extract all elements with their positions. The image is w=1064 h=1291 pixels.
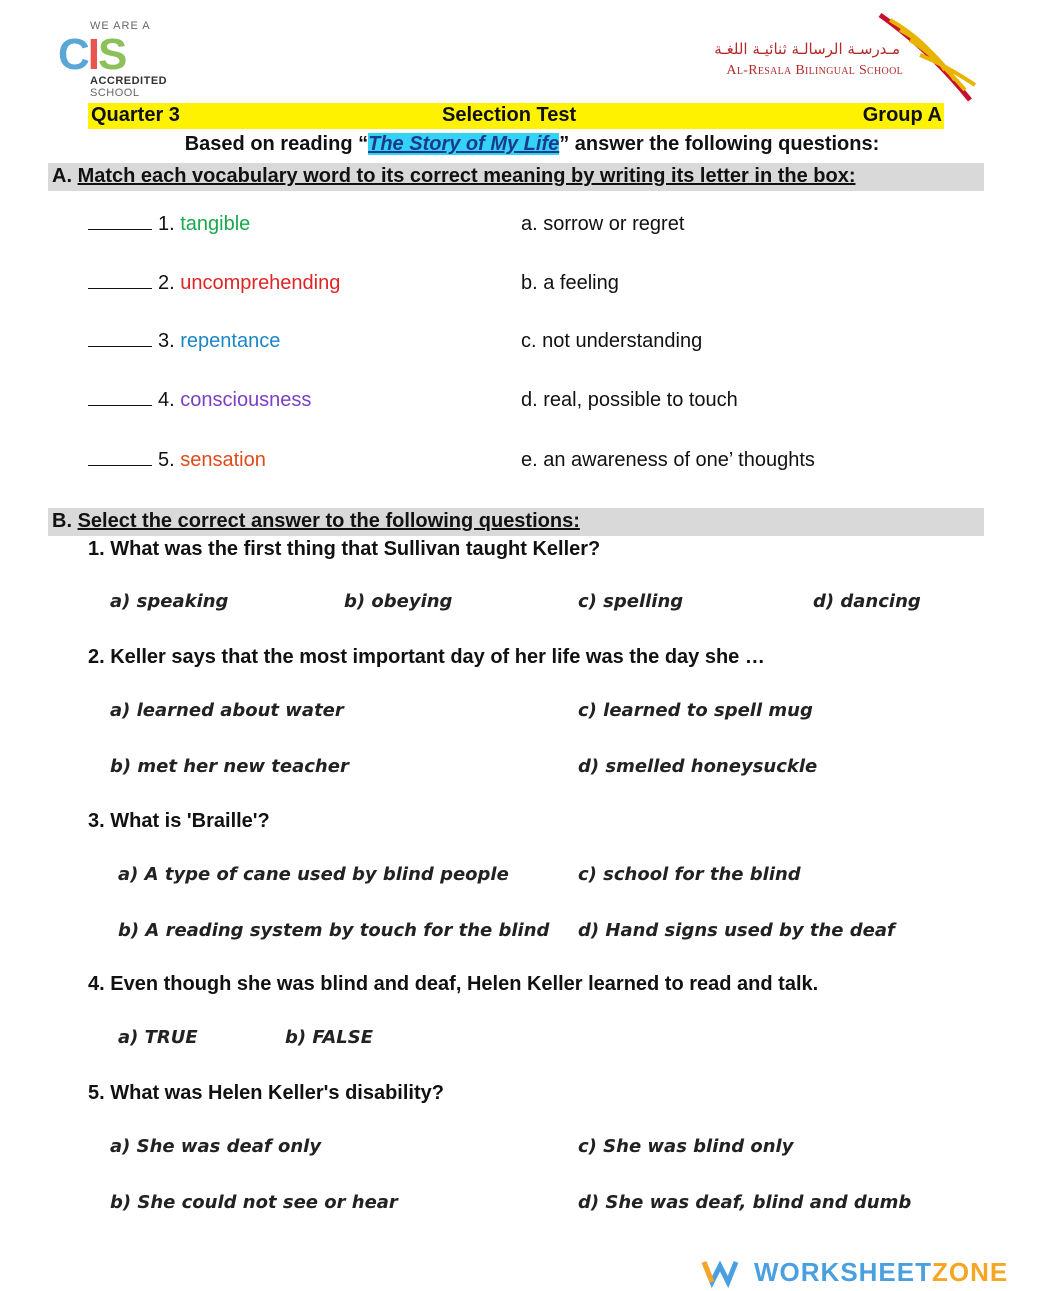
section-a-heading: A. Match each vocabulary word to its correct meaning by writing its letter in the box: <box>48 163 984 191</box>
answer-option[interactable]: d) Hand signs used by the deaf <box>578 920 895 941</box>
vocab-item <box>88 330 280 353</box>
vocab-item <box>88 272 340 295</box>
cis-tagline: WE ARE A <box>90 20 151 32</box>
school-name-english: Al-Resala Bilingual School <box>726 63 903 78</box>
vocab-word: consciousness <box>180 389 312 411</box>
answer-option[interactable]: a) learned about water <box>110 700 344 721</box>
vocab-item <box>88 449 266 472</box>
vocab-word: uncomprehending <box>180 272 341 294</box>
answer-blank[interactable] <box>88 389 152 406</box>
school-name-arabic: مـدرسـة الرسالـة ثنائيـة اللغـة <box>714 40 900 58</box>
vocab-meaning: e. an awareness of one’ thoughts <box>521 449 815 471</box>
answer-option[interactable]: c) spelling <box>578 591 684 612</box>
answer-option[interactable]: a) A type of cane used by blind people <box>118 864 509 885</box>
answer-option[interactable]: b) FALSE <box>285 1027 374 1048</box>
vocab-word: sensation <box>180 449 266 471</box>
answer-option[interactable]: d) She was deaf, blind and dumb <box>578 1192 912 1213</box>
answer-option[interactable]: a) speaking <box>110 591 229 612</box>
answer-option[interactable]: d) dancing <box>813 591 921 612</box>
answer-blank[interactable] <box>88 449 152 466</box>
vocab-number: 5. <box>158 449 175 471</box>
answer-option[interactable]: a) TRUE <box>118 1027 198 1048</box>
vocab-number: 3. <box>158 330 175 352</box>
answer-blank[interactable] <box>88 330 152 347</box>
answer-option[interactable]: c) She was blind only <box>578 1136 794 1157</box>
answer-option[interactable]: b) met her new teacher <box>110 756 349 777</box>
vocab-meaning: d. real, possible to touch <box>521 389 738 411</box>
title-bar <box>88 103 944 129</box>
answer-option[interactable]: a) She was deaf only <box>110 1136 322 1157</box>
vocab-word: tangible <box>180 213 251 235</box>
answer-blank[interactable] <box>88 213 152 230</box>
question-text: 3. What is 'Braille'? <box>88 810 270 832</box>
answer-option[interactable]: c) learned to spell mug <box>578 700 813 721</box>
answer-option[interactable]: c) school for the blind <box>578 864 801 885</box>
test-title: Selection Test <box>442 104 577 126</box>
vocab-item <box>88 213 250 236</box>
story-title: The Story of My Life <box>368 133 560 155</box>
school-emblem-icon <box>870 10 985 105</box>
vocab-meaning: b. a feeling <box>521 272 619 294</box>
vocab-item <box>88 389 311 412</box>
question-text: 5. What was Helen Keller's disability? <box>88 1082 444 1104</box>
group-label: Group A <box>862 104 942 126</box>
cis-accredited-text: ACCREDITED <box>90 75 168 87</box>
worksheetzone-logo-icon <box>702 1258 742 1286</box>
instructions-subtitle: Based on reading “The Story of My Life” answer the following questions: <box>184 133 880 155</box>
quarter-label: Quarter 3 <box>91 104 180 126</box>
answer-option[interactable]: b) A reading system by touch for the blind <box>118 920 550 941</box>
vocab-word: repentance <box>180 330 281 352</box>
answer-blank[interactable] <box>88 272 152 289</box>
answer-option[interactable]: d) smelled honeysuckle <box>578 756 818 777</box>
answer-option[interactable]: b) She could not see or hear <box>110 1192 398 1213</box>
answer-option[interactable]: b) obeying <box>344 591 453 612</box>
worksheetzone-watermark: WORKSHEETZONE <box>754 1257 1009 1287</box>
vocab-number: 2. <box>158 272 175 294</box>
cis-logo: CIS <box>58 30 126 79</box>
question-text: 4. Even though she was blind and deaf, Helen Keller learned to read and talk. <box>88 973 819 995</box>
section-b-heading: B. Select the correct answer to the following questions: <box>48 508 984 536</box>
vocab-number: 1. <box>158 213 175 235</box>
vocab-meaning: c. not understanding <box>521 330 703 352</box>
cis-school-text: SCHOOL <box>90 87 140 99</box>
question-text: 2. Keller says that the most important day of her life was the day she … <box>88 646 765 668</box>
vocab-meaning: a. sorrow or regret <box>521 213 685 235</box>
vocab-number: 4. <box>158 389 175 411</box>
question-text: 1. What was the first thing that Sullivan taught Keller? <box>88 538 601 560</box>
